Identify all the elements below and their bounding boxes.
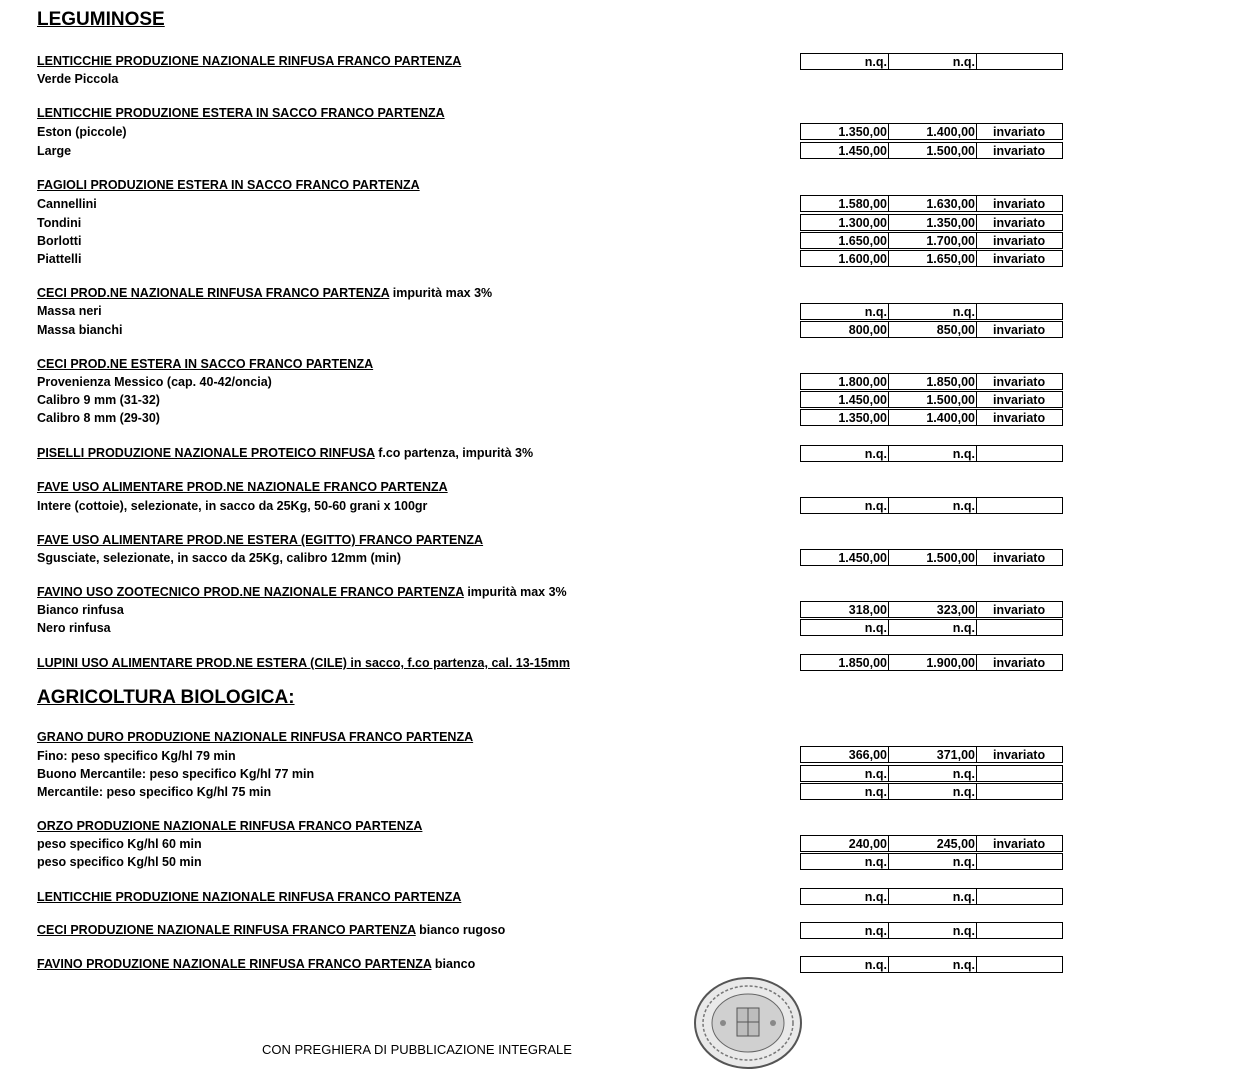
price-min: n.q.	[801, 854, 889, 869]
item-label: Buono Mercantile: peso specifico Kg/hl 77 min	[37, 767, 315, 781]
price-min: n.q.	[801, 54, 889, 69]
price-row	[800, 409, 1063, 426]
price-variation	[977, 889, 1062, 904]
price-max: 1.400,00	[889, 410, 977, 425]
section-header: LUPINI USO ALIMENTARE PROD.NE ESTERA (CILE) in sacco, f.co partenza, cal. 13-15mm	[37, 656, 570, 670]
price-max: 1.700,00	[889, 233, 977, 248]
price-max: 1.500,00	[889, 550, 977, 565]
item-label: Provenienza Messico (cap. 40-42/oncia)	[37, 375, 272, 389]
item-label: Calibro 8 mm (29-30)	[37, 411, 160, 425]
price-max: 245,00	[889, 836, 977, 851]
price-min: 1.350,00	[801, 410, 889, 425]
price-row	[800, 601, 1063, 618]
price-row	[800, 835, 1063, 852]
item-label: Large	[37, 144, 72, 158]
price-variation: invariato	[993, 392, 1046, 407]
price-max: n.q.	[889, 54, 977, 69]
price-max: 850,00	[889, 322, 977, 337]
price-variation: invariato	[993, 655, 1046, 670]
price-row	[800, 654, 1063, 671]
price-max: 1.650,00	[889, 251, 977, 266]
price-variation: invariato	[993, 251, 1046, 266]
price-variation	[977, 498, 1062, 513]
price-max: n.q.	[889, 498, 977, 513]
item-label: Mercantile: peso specifico Kg/hl 75 min	[37, 785, 272, 799]
price-variation	[977, 957, 1062, 972]
price-row	[800, 956, 1063, 973]
price-variation: invariato	[993, 410, 1046, 425]
price-max: 1.500,00	[889, 392, 977, 407]
price-variation	[977, 620, 1062, 635]
price-row	[800, 853, 1063, 870]
price-max: 323,00	[889, 602, 977, 617]
item-label: Sgusciate, selezionate, in sacco da 25Kg, calibro 12mm (min)	[37, 551, 402, 565]
price-variation	[977, 304, 1062, 319]
price-variation	[977, 446, 1062, 461]
price-max: 1.350,00	[889, 215, 977, 230]
price-min: n.q.	[801, 620, 889, 635]
item-label: Cannellini	[37, 197, 97, 211]
price-variation	[977, 854, 1062, 869]
price-min: 1.850,00	[801, 655, 889, 670]
item-label: Nero rinfusa	[37, 621, 111, 635]
price-row	[800, 619, 1063, 636]
price-variation: invariato	[993, 233, 1046, 248]
section-header: CECI PROD.NE ESTERA IN SACCO FRANCO PARTENZA	[37, 357, 374, 371]
section-header: FAVINO USO ZOOTECNICO PROD.NE NAZIONALE FRANCO PARTENZA impurità max 3%	[37, 585, 567, 599]
price-row	[800, 303, 1063, 320]
price-min: 1.600,00	[801, 251, 889, 266]
price-max: 1.850,00	[889, 374, 977, 389]
price-variation: invariato	[993, 196, 1046, 211]
price-variation: invariato	[993, 124, 1046, 139]
price-min: 800,00	[801, 322, 889, 337]
price-row	[800, 232, 1063, 249]
section-header: FAVINO PRODUZIONE NAZIONALE RINFUSA FRANCO PARTENZA bianco	[37, 957, 476, 971]
item-label: peso specifico Kg/hl 60 min	[37, 837, 202, 851]
price-min: 1.450,00	[801, 143, 889, 158]
price-row	[800, 549, 1063, 566]
price-max: 1.900,00	[889, 655, 977, 670]
price-min: 1.650,00	[801, 233, 889, 248]
price-min: 1.580,00	[801, 196, 889, 211]
price-min: n.q.	[801, 957, 889, 972]
price-row	[800, 214, 1063, 231]
price-row	[800, 53, 1063, 70]
section-header: FAVE USO ALIMENTARE PROD.NE NAZIONALE FRANCO PARTENZA	[37, 480, 448, 494]
price-min: n.q.	[801, 889, 889, 904]
item-label: Massa neri	[37, 304, 102, 318]
price-variation	[977, 54, 1062, 69]
item-label: Tondini	[37, 216, 82, 230]
price-variation: invariato	[993, 374, 1046, 389]
price-row	[800, 373, 1063, 390]
price-min: n.q.	[801, 766, 889, 781]
price-min: 1.800,00	[801, 374, 889, 389]
price-variation: invariato	[993, 215, 1046, 230]
section-header: LENTICCHIE PRODUZIONE ESTERA IN SACCO FRANCO PARTENZA	[37, 106, 445, 120]
price-row	[800, 888, 1063, 905]
price-min: 1.350,00	[801, 124, 889, 139]
item-label: Fino: peso specifico Kg/hl 79 min	[37, 749, 236, 763]
price-row	[800, 142, 1063, 159]
price-variation: invariato	[993, 836, 1046, 851]
price-max: n.q.	[889, 923, 977, 938]
price-variation: invariato	[993, 322, 1046, 337]
item-label: Bianco rinfusa	[37, 603, 124, 617]
price-min: n.q.	[801, 304, 889, 319]
section-header: FAGIOLI PRODUZIONE ESTERA IN SACCO FRANCO PARTENZA	[37, 178, 420, 192]
section-header: GRANO DURO PRODUZIONE NAZIONALE RINFUSA FRANCO PARTENZA	[37, 730, 474, 744]
title-agricoltura-biologica: AGRICOLTURA BIOLOGICA:	[37, 687, 295, 708]
price-min: n.q.	[801, 498, 889, 513]
price-row	[800, 922, 1063, 939]
price-max: 371,00	[889, 747, 977, 762]
price-max: n.q.	[889, 889, 977, 904]
price-max: n.q.	[889, 784, 977, 799]
price-max: n.q.	[889, 620, 977, 635]
price-variation	[977, 784, 1062, 799]
title-leguminose: LEGUMINOSE	[37, 9, 165, 30]
price-row	[800, 497, 1063, 514]
price-row	[800, 765, 1063, 782]
footer-note: CON PREGHIERA DI PUBBLICAZIONE INTEGRALE	[262, 1042, 572, 1057]
price-max: 1.630,00	[889, 196, 977, 211]
price-max: n.q.	[889, 854, 977, 869]
price-variation: invariato	[993, 550, 1046, 565]
price-variation: invariato	[993, 602, 1046, 617]
price-max: n.q.	[889, 304, 977, 319]
price-row	[800, 445, 1063, 462]
price-max: 1.400,00	[889, 124, 977, 139]
item-label: Eston (piccole)	[37, 125, 127, 139]
price-row	[800, 783, 1063, 800]
item-label: Verde Piccola	[37, 72, 119, 86]
price-min: 366,00	[801, 747, 889, 762]
price-row	[800, 746, 1063, 763]
price-min: n.q.	[801, 446, 889, 461]
price-max: n.q.	[889, 957, 977, 972]
item-label: Calibro 9 mm (31-32)	[37, 393, 160, 407]
price-min: 1.450,00	[801, 392, 889, 407]
section-header: LENTICCHIE PRODUZIONE NAZIONALE RINFUSA FRANCO PARTENZA	[37, 890, 462, 904]
price-max: n.q.	[889, 446, 977, 461]
section-header: CECI PRODUZIONE NAZIONALE RINFUSA FRANCO PARTENZA bianco rugoso	[37, 923, 506, 937]
section-header: CECI PROD.NE NAZIONALE RINFUSA FRANCO PARTENZA impurità max 3%	[37, 286, 493, 300]
item-label: peso specifico Kg/hl 50 min	[37, 855, 202, 869]
price-max: 1.500,00	[889, 143, 977, 158]
price-row	[800, 123, 1063, 140]
item-label: Intere (cottoie), selezionate, in sacco da 25Kg, 50-60 grani x 100gr	[37, 499, 428, 513]
item-label: Borlotti	[37, 234, 82, 248]
price-max: n.q.	[889, 766, 977, 781]
price-min: 240,00	[801, 836, 889, 851]
price-min: 318,00	[801, 602, 889, 617]
section-header: FAVE USO ALIMENTARE PROD.NE ESTERA (EGITTO) FRANCO PARTENZA	[37, 533, 484, 547]
price-variation	[977, 766, 1062, 781]
official-seal-icon	[693, 976, 803, 1070]
price-row	[800, 321, 1063, 338]
price-row	[800, 391, 1063, 408]
price-variation: invariato	[993, 143, 1046, 158]
section-header: ORZO PRODUZIONE NAZIONALE RINFUSA FRANCO PARTENZA	[37, 819, 423, 833]
price-variation: invariato	[993, 747, 1046, 762]
item-label: Piattelli	[37, 252, 82, 266]
section-header: LENTICCHIE PRODUZIONE NAZIONALE RINFUSA FRANCO PARTENZA	[37, 54, 462, 68]
price-variation	[977, 923, 1062, 938]
price-row	[800, 195, 1063, 212]
section-header: PISELLI PRODUZIONE NAZIONALE PROTEICO RINFUSA f.co partenza, impurità 3%	[37, 446, 534, 460]
price-min: 1.450,00	[801, 550, 889, 565]
price-row	[800, 250, 1063, 267]
price-min: 1.300,00	[801, 215, 889, 230]
price-min: n.q.	[801, 923, 889, 938]
item-label: Massa bianchi	[37, 323, 123, 337]
price-min: n.q.	[801, 784, 889, 799]
